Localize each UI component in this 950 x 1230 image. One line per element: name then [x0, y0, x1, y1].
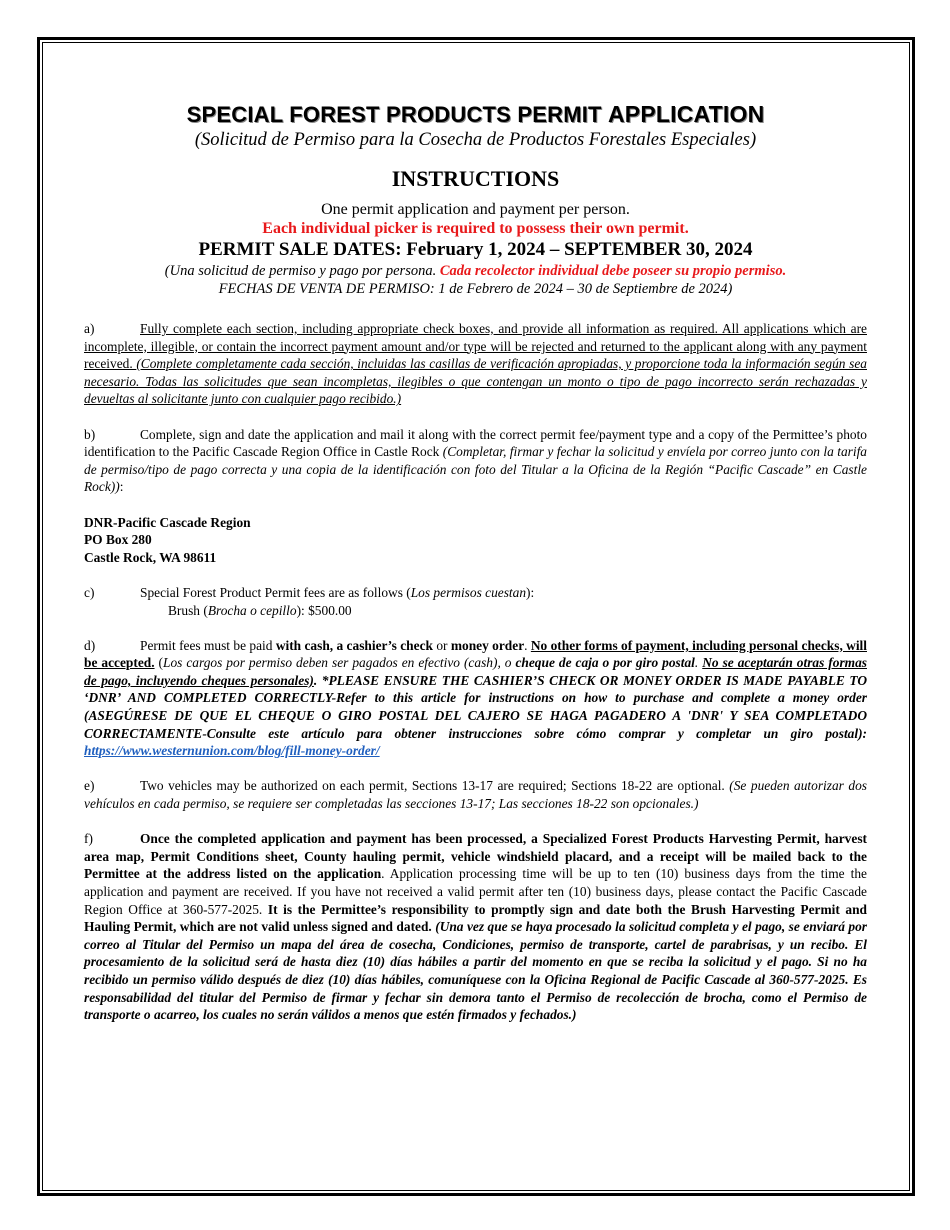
title-application: APPLICATION [608, 101, 765, 127]
section-b-en: Complete, sign and date the application and mail it along with the correct permit fee/payment type and a copy of the Permittee’s photo identification to the Pacific Cascade Region Office in Castle Rock [84, 426, 867, 460]
section-d-t5: . [524, 637, 531, 653]
spanish-summary [84, 262, 867, 298]
section-e-letter: e) [84, 778, 95, 794]
section-e-es: (Se pueden autorizar dos vehículos en cada permiso, se requiere ser completadas las secciones 13-17; Las secciones 18-22 son opcionales.) [84, 778, 867, 812]
es-sale-dates: FECHAS DE VENTA DE PERMISO: 1 de Febrero de 2024 – 30 de Septiembre de 2024) [218, 281, 733, 297]
picker-required-line: Each individual picker is required to possess their own permit. [262, 220, 689, 237]
page-title [84, 100, 867, 129]
section-e-en: Two vehicles may be authorized on each permit, Sections 13-17 are required; Sections 18-22 are optional. [140, 778, 730, 794]
section-a-es: (Complete completamente cada sección, incluidas las casillas de verificación apropiadas, y proporcione toda la información según sea necesario. Todas las solicitudes que sean incompletas, ilegibles o que contengan un monto o tipo de pago incorrecto serán rechazadas y devueltas al solicitante junto con cualquier pago recibido.) [84, 356, 867, 407]
section-c-text: Special Forest Product Permit fees are as follows ( [140, 584, 411, 600]
section-f-b2: It is the Permittee’s responsibility to promptly sign and date both the Brush Harvesting Permit and Hauling Permit, which are not valid unless signed and dated. [84, 901, 867, 935]
section-d-t11: No se aceptarán otras formas de pago, incluyendo cheques personales) [84, 655, 867, 688]
section-d-t4: money order [450, 637, 525, 653]
es-picker: Cada recolector individual debe poseer su propio permiso. [439, 263, 787, 279]
brush-label-es: Brocha o cepillo [207, 602, 297, 618]
section-b-end: : [119, 479, 124, 495]
instructions-heading: INSTRUCTIONS [391, 166, 560, 191]
section-d-letter: d) [84, 637, 96, 653]
address-line-1: DNR-Pacific Cascade Region [84, 514, 251, 530]
section-b-letter: b) [84, 426, 96, 442]
section-c-text-end: ): [526, 584, 535, 600]
section-c [84, 584, 867, 619]
section-d [84, 637, 867, 760]
section-e [84, 777, 867, 812]
section-d-t2: with cash, a cashier’s check [275, 637, 433, 653]
section-c-letter: c) [84, 584, 95, 600]
section-a-en: Fully complete each section, including appropriate check boxes, and provide all information as required. All applications which are incomplete, illegible, or contain the incorrect payment amount and/or type will be rejected and returned to the applicant along with any payment received. [84, 321, 867, 372]
section-d-t12: . *PLEASE ENSURE THE CASHIER’S CHECK OR MONEY ORDER IS MADE PAYABLE TO ‘DNR’ AND COMPLETED CORRECTLY-Refer to this article for instructions on how to purchase and complete a money order (ASEGÚRESE DE QUE EL CHEQUE O GIRO POSTAL DEL CAJERO SE HAGA PAGADERO A 'DNR' Y SEA COMPLETADO CORRECTAMENTE-Consulte este artículo para obtener instrucciones sobre cómo comprar y completar un giro postal): [84, 672, 867, 741]
section-f-b1: Once the completed application and payment has been processed, a Specialized Forest Products Harvesting Permit, harvest area map, Permit Conditions sheet, County hauling permit, vehicle windshield placard, and a receipt will be mailed back to the Permittee at the address listed on the application [84, 831, 867, 882]
section-d-t8: Los cargos por permiso deben ser pagados en efectivo (cash), o [163, 655, 516, 671]
title-main: SPECIAL FOREST PRODUCTS PERMIT [186, 102, 608, 127]
brush-price: ): $500.00 [296, 602, 352, 618]
address-line-2: PO Box 280 [84, 532, 152, 548]
es-one-permit: (Una solicitud de permiso y pago por persona. [164, 263, 440, 279]
section-b-es: (Completar, firmar y fechar la solicitud y envíela por correo junto con la tarifa de permiso/tipo de pago correcta y una copia de la identificación con foto del Titular a la Oficina de la Región “Pacific Cascade” en Castle Rock)) [84, 444, 867, 495]
section-d-t1: Permit fees must be paid [140, 637, 276, 653]
address-line-3: Castle Rock, WA 98611 [84, 549, 217, 565]
section-d-t3: or [432, 637, 451, 653]
document-body [84, 100, 867, 1024]
section-f [84, 830, 867, 1024]
page-subtitle: (Solicitud de Permiso para la Cosecha de Productos Forestales Especiales) [194, 130, 757, 150]
section-d-t10: . [694, 655, 703, 671]
section-c-text-es: Los permisos cuestan [410, 584, 527, 600]
money-order-link[interactable]: https://www.westernunion.com/blog/fill-money-order/ [84, 743, 380, 759]
section-d-t9: cheque de caja o por giro postal [515, 655, 695, 671]
mailing-address [84, 514, 867, 567]
one-permit-line: One permit application and payment per person. [321, 201, 630, 218]
section-f-es: (Una vez que se haya procesado la solicitud completa y el pago, se enviará por correo al Titular del Permiso un mapa del área de cosecha, Condiciones, permiso de transporte, cartel de parabrisas, y un recibo. El procesamiento de la solicitud será de hasta diez (10) días hábiles a partir del momento en que se reciba la solicitud y el pago. Si no ha recibido un permiso válido después de diez (10) días hábiles, comuníquese con la Oficina Regional de Pacific Cascade al 360-577-2025. Es responsabilidad del titular del Permiso de firmar y fechar sin demora tanto el Permiso de recolección de brocha, como el Permiso de transporte o acarreo, los cuales no serán válidos a menos que estén firmados y fechados.) [84, 919, 867, 1023]
section-d-t6: No other forms of payment, including personal checks, will be accepted. [84, 637, 867, 671]
section-f-n1: . Application processing time will be up to ten (10) business days from the time the application and payment are received. If you have not received a valid permit after ten (10) business days, please contact the Pacific Cascade Region Office at 360-577-2025. [84, 866, 867, 917]
section-b [84, 426, 867, 496]
section-a-letter: a) [84, 321, 95, 336]
brush-label: Brush ( [168, 602, 208, 618]
section-d-t7: ( [154, 655, 164, 671]
section-a [84, 320, 867, 408]
section-f-letter: f) [84, 831, 93, 847]
sale-dates-line: PERMIT SALE DATES: February 1, 2024 – SEPTEMBER 30, 2024 [198, 239, 753, 260]
